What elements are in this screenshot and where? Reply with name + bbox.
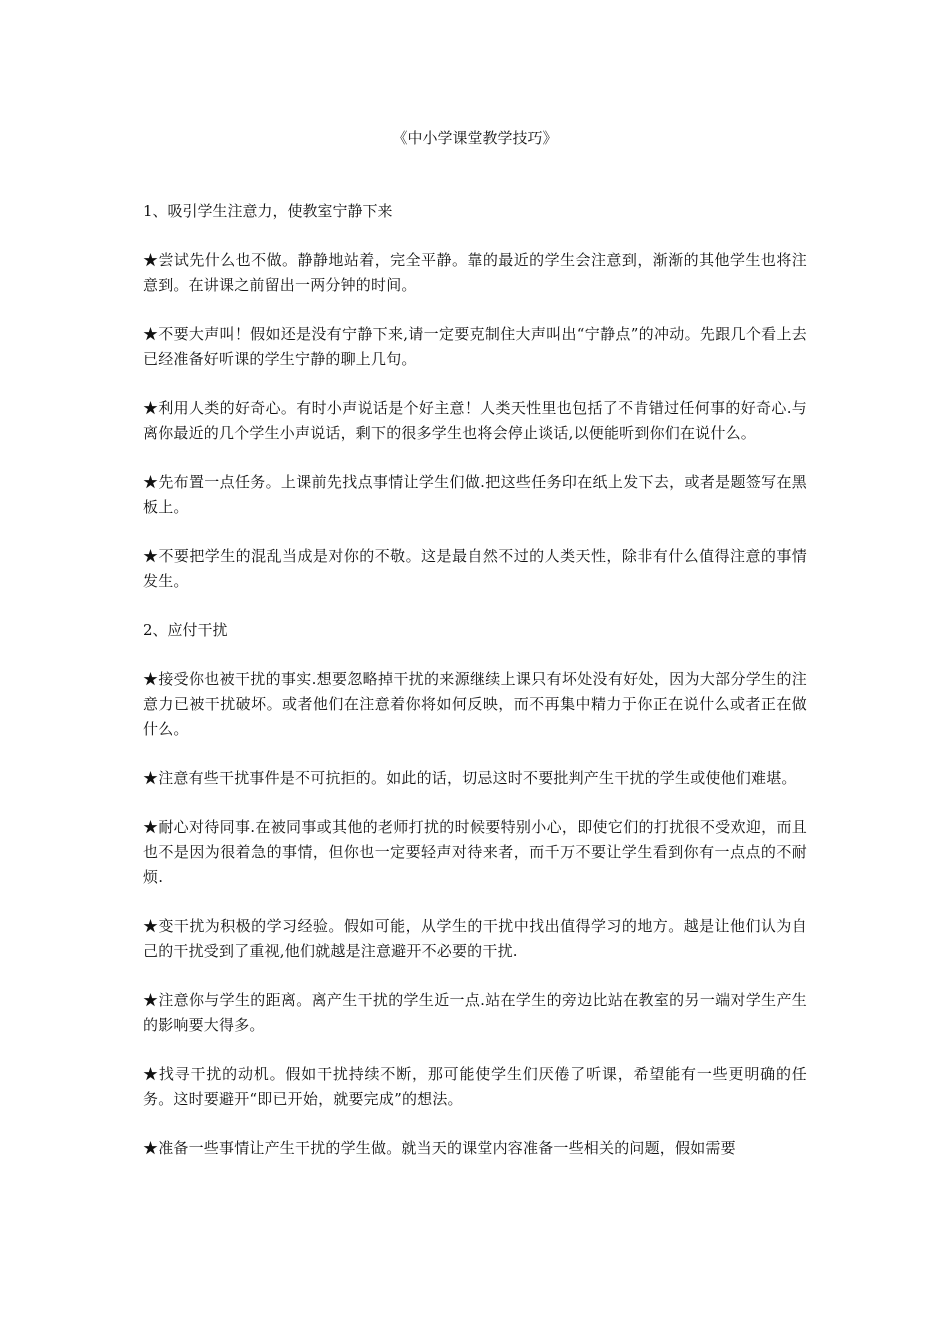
paragraph: ★先布置一点任务。上课前先找点事情让学生们做.把这些任务印在纸上发下去，或者是题签写在黑板上。 — [143, 473, 807, 516]
paragraph: ★注意有些干扰事件是不可抗拒的。如此的话，切忌这时不要批判产生干扰的学生或使他们难堪。 — [143, 769, 797, 787]
paragraph: ★接受你也被干扰的事实.想要忽略掉干扰的来源继续上课只有坏处没有好处，因为大部分学生的注意力已被干扰破坏。或者他们在注意着你将如何反映，而不再集中精力于你正在说什么或者正在做什么。 — [143, 670, 807, 738]
paragraph: ★准备一些事情让产生干扰的学生做。就当天的课堂内容准备一些相关的问题，假如需要 — [143, 1139, 736, 1157]
paragraph: ★变干扰为积极的学习经验。假如可能，从学生的干扰中找出值得学习的地方。越是让他们认为自己的干扰受到了重视,他们就越是注意避开不必要的干扰. — [143, 917, 807, 960]
paragraph: ★不要把学生的混乱当成是对你的不敬。这是最自然不过的人类天性，除非有什么值得注意的事情发生。 — [143, 547, 807, 590]
section-heading-1: 1、吸引学生注意力，使教室宁静下来 — [143, 202, 393, 220]
paragraph: ★找寻干扰的动机。假如干扰持续不断，那可能使学生们厌倦了听课，希望能有一些更明确的任务。这时要避开“即已开始，就要完成”的想法。 — [143, 1065, 807, 1108]
document-title: 《中小学课堂教学技巧》 — [392, 129, 558, 147]
paragraph: ★注意你与学生的距离。离产生干扰的学生近一点.站在学生的旁边比站在教室的另一端对学生产生的影响要大得多。 — [143, 991, 807, 1034]
paragraph: ★利用人类的好奇心。有时小声说话是个好主意！人类天性里也包括了不肯错过任何事的好奇心.与离你最近的几个学生小声说话，剩下的很多学生也将会停止谈话,以便能听到你们在说什么。 — [143, 399, 807, 442]
paragraph: ★尝试先什么也不做。静静地站着，完全平静。靠的最近的学生会注意到，渐渐的其他学生也将注意到。在讲课之前留出一两分钟的时间。 — [143, 251, 807, 294]
paragraph: ★不要大声叫！假如还是没有宁静下来,请一定要克制住大声叫出“宁静点”的冲动。先跟几个看上去已经准备好听课的学生宁静的聊上几句。 — [143, 325, 807, 368]
document-body — [143, 199, 807, 1185]
paragraph: ★耐心对待同事.在被同事或其他的老师打扰的时候要特别小心，即使它们的打扰很不受欢迎，而且也不是因为很着急的事情，但你也一定要轻声对待来者，而千万不要让学生看到你有一点点的不耐烦. — [143, 818, 807, 886]
section-heading-2: 2、应付干扰 — [143, 621, 228, 639]
